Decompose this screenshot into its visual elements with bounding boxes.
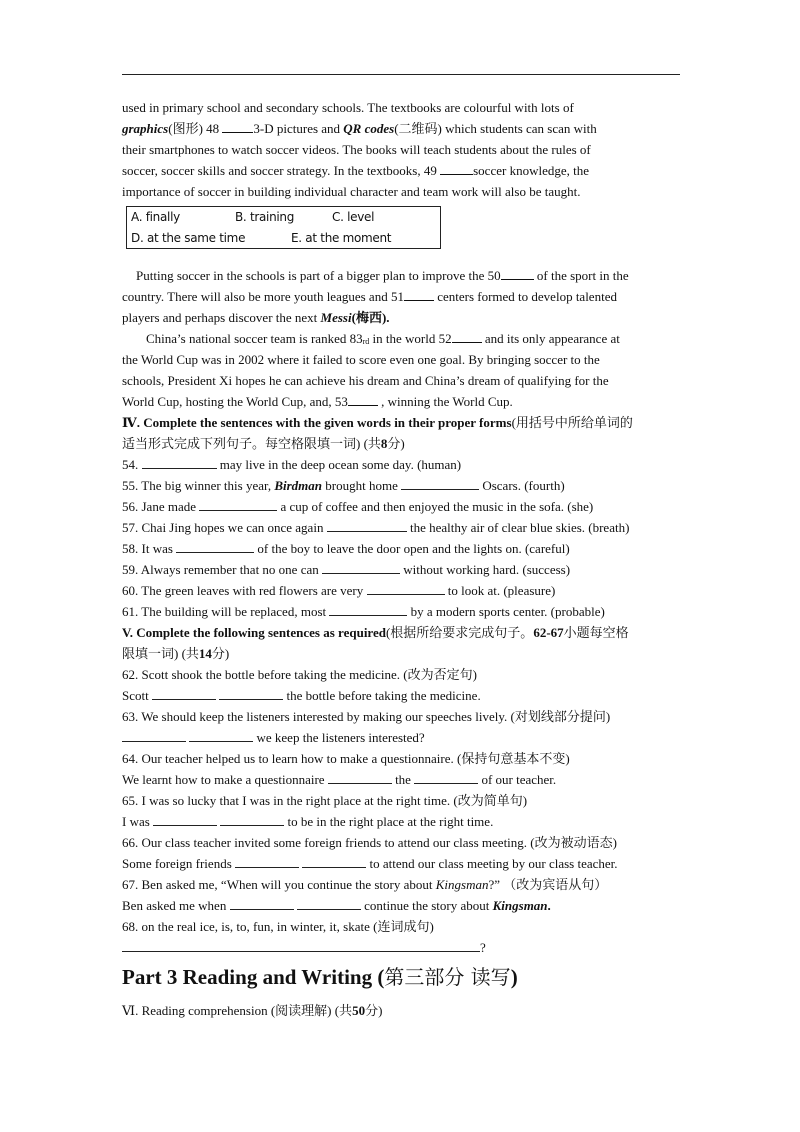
option-e: E. at the moment	[291, 231, 392, 245]
answer-64: We learnt how to make a questionnaire the of our teacher.	[122, 772, 557, 787]
passage-line: country. There will also be more youth leagues and 51 centers formed to develop talented	[122, 289, 617, 304]
question-65: 65. I was so lucky that I was in the right place at the right time. (改为简单句)	[122, 793, 528, 808]
question-61: 61. The building will be replaced, most by a modern sports center. (probable)	[122, 604, 605, 619]
answer-blank[interactable]	[142, 457, 217, 469]
question-62: 62. Scott shook the bottle before taking the medicine. (改为否定句)	[122, 667, 477, 682]
part-3-title: Part 3 Reading and Writing (第三部分 读写)	[122, 965, 518, 989]
answer-blank[interactable]	[152, 688, 216, 700]
answer-blank[interactable]	[153, 814, 217, 826]
blank-49[interactable]	[440, 163, 473, 175]
passage-line: World Cup, hosting the World Cup, and, 53 , winning the World Cup.	[122, 394, 513, 409]
option-d: D. at the same time	[131, 231, 246, 245]
answer-blank[interactable]	[322, 562, 400, 574]
question-60: 60. The green leaves with red flowers are very to look at. (pleasure)	[122, 583, 556, 598]
passage-line: their smartphones to watch soccer videos. The books will teach students about the rules of	[122, 142, 591, 157]
question-64: 64. Our teacher helped us to learn how to make a questionnaire. (保持句意基本不变)	[122, 751, 570, 766]
answer-blank[interactable]	[328, 772, 392, 784]
answer-66: Some foreign friends to attend our class meeting by our class teacher.	[122, 856, 618, 871]
answer-blank[interactable]	[302, 856, 366, 868]
answer-67: Ben asked me when continue the story about Kingsman.	[122, 898, 551, 913]
option-b: B. training	[235, 210, 295, 224]
question-59: 59. Always remember that no one can without working hard. (success)	[122, 562, 571, 577]
answer-blank[interactable]	[414, 772, 478, 784]
answer-blank[interactable]	[199, 499, 277, 511]
question-57: 57. Chai Jing hopes we can once again the healthy air of clear blue skies. (breath)	[122, 520, 630, 535]
section-4-heading-cont: 适当形式完成下列句子。每空格限填一词) (共8分)	[122, 436, 405, 451]
answer-blank[interactable]	[401, 478, 479, 490]
passage-line: the World Cup was in 2002 where it failed to score even one goal. By bringing soccer to the	[122, 352, 600, 367]
question-63: 63. We should keep the listeners interested by making our speeches lively. (对划线部分提问)	[122, 709, 611, 724]
header-rule	[122, 74, 680, 75]
answer-line[interactable]	[122, 940, 480, 952]
answer-blank[interactable]	[176, 541, 254, 553]
question-67: 67. Ben asked me, “When will you continue the story about Kingsman?” （改为宾语从句）	[122, 877, 608, 892]
passage-line: used in primary school and secondary schools. The textbooks are colourful with lots of	[122, 100, 574, 115]
question-66: 66. Our class teacher invited some foreign friends to attend our class meeting. (改为被动语态)	[122, 835, 617, 850]
blank-50[interactable]	[501, 268, 534, 280]
answer-blank[interactable]	[235, 856, 299, 868]
answer-blank[interactable]	[367, 583, 445, 595]
passage-line: graphics(图形) 48 3-D pictures and QR codes(二维码) which students can scan with	[122, 121, 597, 136]
section-6-heading: Ⅵ. Reading comprehension (阅读理解) (共50分)	[122, 1003, 383, 1018]
answer-62: Scott the bottle before taking the medicine.	[122, 688, 481, 703]
answer-blank[interactable]	[122, 730, 186, 742]
answer-68: ?	[122, 940, 486, 956]
answer-blank[interactable]	[327, 520, 407, 532]
passage-line: players and perhaps discover the next Messi(梅西).	[122, 310, 390, 325]
question-58: 58. It was of the boy to leave the door open and the lights on. (careful)	[122, 541, 570, 556]
answer-63: we keep the listeners interested?	[122, 730, 425, 746]
passage-line: importance of soccer in building individual character and team work will also be taught.	[122, 184, 581, 199]
answer-blank[interactable]	[189, 730, 253, 742]
answer-65: I was to be in the right place at the right time.	[122, 814, 494, 829]
answer-blank[interactable]	[230, 898, 294, 910]
blank-52[interactable]	[452, 331, 482, 343]
blank-53[interactable]	[348, 394, 378, 406]
passage-line: soccer, soccer skills and soccer strategy. In the textbooks, 49 soccer knowledge, the	[122, 163, 589, 178]
answer-blank[interactable]	[220, 814, 284, 826]
blank-51[interactable]	[404, 289, 434, 301]
word-options-box	[126, 206, 441, 249]
question-55: 55. The big winner this year, Birdman brought home Oscars. (fourth)	[122, 478, 565, 493]
passage-line: Putting soccer in the schools is part of a bigger plan to improve the 50 of the sport in the	[136, 268, 629, 283]
section-4-heading: Ⅳ. Complete the sentences with the given words in their proper forms(用括号中所给单词的	[122, 415, 633, 430]
passage-line: schools, President Xi hopes he can achieve his dream and China’s dream of qualifying for the	[122, 373, 609, 388]
answer-blank[interactable]	[329, 604, 407, 616]
question-56: 56. Jane made a cup of coffee and then enjoyed the music in the sofa. (she)	[122, 499, 594, 514]
blank-48[interactable]	[222, 121, 253, 133]
section-5-heading-cont: 限填一词) (共14分)	[122, 646, 230, 661]
answer-blank[interactable]	[297, 898, 361, 910]
question-54: 54. may live in the deep ocean some day. (human)	[122, 457, 462, 472]
question-68: 68. on the real ice, is, to, fun, in winter, it, skate (连词成句)	[122, 919, 434, 934]
passage-line: China’s national soccer team is ranked 83rd in the world 52 and its only appearance at	[146, 331, 620, 346]
section-5-heading: V. Complete the following sentences as required(根据所给要求完成句子。62-67小题每空格	[122, 625, 629, 640]
answer-blank[interactable]	[219, 688, 283, 700]
option-a: A. finally	[131, 210, 180, 224]
option-c: C. level	[332, 210, 375, 224]
